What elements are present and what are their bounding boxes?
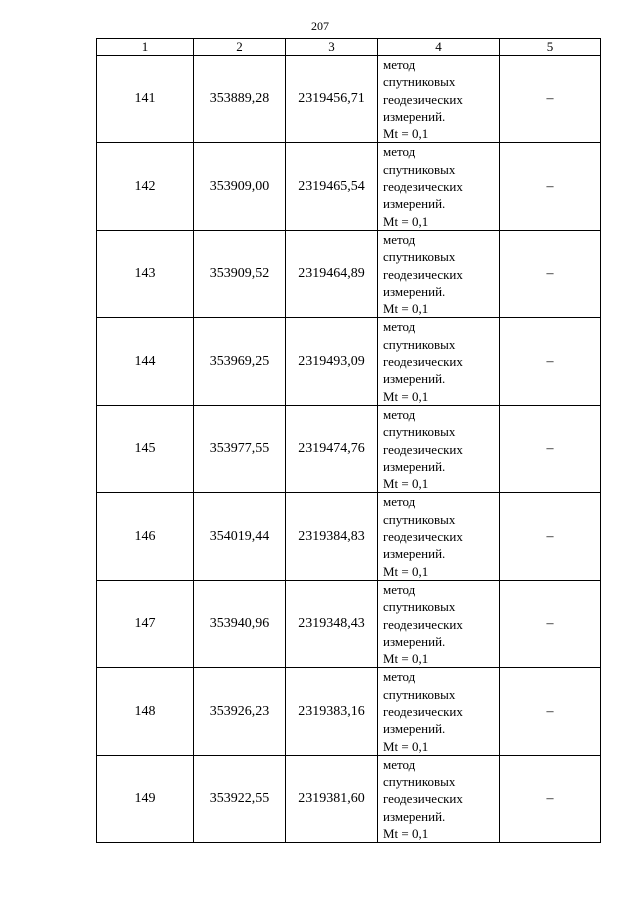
x-coordinate-cell: 353926,23 (194, 668, 286, 755)
y-coordinate-cell: 2319465,54 (286, 143, 378, 230)
column-header-4: 4 (378, 39, 500, 56)
point-number-cell: 149 (97, 755, 194, 842)
method-cell (378, 405, 500, 492)
y-coordinate-cell: 2319456,71 (286, 56, 378, 143)
method-line: измерений. (383, 808, 446, 824)
method-cell (378, 143, 500, 230)
note-cell: – (500, 405, 601, 492)
method-line: спутниковых (383, 424, 456, 440)
method-line: Mt = 0,1 (383, 826, 429, 842)
table-row (97, 405, 601, 492)
method-line: Mt = 0,1 (383, 651, 429, 667)
method-cell (378, 668, 500, 755)
y-coordinate-cell: 2319464,89 (286, 230, 378, 317)
y-coordinate-cell: 2319474,76 (286, 405, 378, 492)
column-header-1: 1 (97, 39, 194, 56)
method-line: Mt = 0,1 (383, 476, 429, 492)
note-cell: – (500, 668, 601, 755)
point-number-cell: 145 (97, 405, 194, 492)
note-cell: – (500, 230, 601, 317)
method-line: спутниковых (383, 249, 456, 265)
table-row (97, 318, 601, 405)
method-line: геодезических (383, 266, 463, 282)
method-line: метод (383, 144, 416, 160)
method-line: спутниковых (383, 74, 456, 90)
note-cell: – (500, 56, 601, 143)
method-line: метод (383, 581, 416, 597)
method-line: метод (383, 319, 416, 335)
method-line: спутниковых (383, 599, 456, 615)
method-line: измерений. (383, 458, 446, 474)
method-line: измерений. (383, 196, 446, 212)
point-number-cell: 141 (97, 56, 194, 143)
table-row (97, 143, 601, 230)
page-number: 207 (311, 19, 329, 33)
y-coordinate-cell: 2319348,43 (286, 580, 378, 667)
table-row (97, 580, 601, 667)
method-line: геодезических (383, 529, 463, 545)
x-coordinate-cell: 353922,55 (194, 755, 286, 842)
x-coordinate-cell: 353940,96 (194, 580, 286, 667)
table-row (97, 56, 601, 143)
method-line: Mt = 0,1 (383, 213, 429, 229)
note-cell: – (500, 318, 601, 405)
method-line: измерений. (383, 108, 446, 124)
y-coordinate-cell: 2319383,16 (286, 668, 378, 755)
method-line: метод (383, 231, 416, 247)
y-coordinate-cell: 2319384,83 (286, 493, 378, 580)
method-line: измерений. (383, 721, 446, 737)
method-line: спутниковых (383, 336, 456, 352)
column-header-2: 2 (194, 39, 286, 56)
method-line: Mt = 0,1 (383, 738, 429, 754)
method-line: геодезических (383, 791, 463, 807)
table-header-row (97, 39, 601, 56)
method-cell (378, 318, 500, 405)
point-number-cell: 147 (97, 580, 194, 667)
method-line: геодезических (383, 354, 463, 370)
table-row (97, 230, 601, 317)
column-header-3: 3 (286, 39, 378, 56)
method-line: спутниковых (383, 511, 456, 527)
method-cell (378, 493, 500, 580)
table-row (97, 493, 601, 580)
method-line: геодезических (383, 179, 463, 195)
point-number-cell: 146 (97, 493, 194, 580)
method-line: измерений. (383, 633, 446, 649)
method-line: измерений. (383, 371, 446, 387)
y-coordinate-cell: 2319381,60 (286, 755, 378, 842)
point-number-cell: 148 (97, 668, 194, 755)
column-header-5: 5 (500, 39, 601, 56)
method-line: метод (383, 494, 416, 510)
table-row (97, 755, 601, 842)
note-cell: – (500, 143, 601, 230)
point-number-cell: 143 (97, 230, 194, 317)
method-line: метод (383, 756, 416, 772)
method-cell (378, 56, 500, 143)
y-coordinate-cell: 2319493,09 (286, 318, 378, 405)
method-line: измерений. (383, 546, 446, 562)
x-coordinate-cell: 353969,25 (194, 318, 286, 405)
method-cell (378, 755, 500, 842)
method-line: метод (383, 57, 416, 72)
x-coordinate-cell: 353909,52 (194, 230, 286, 317)
table-body (97, 56, 601, 843)
point-number-cell: 142 (97, 143, 194, 230)
note-cell: – (500, 755, 601, 842)
coordinates-table (96, 38, 601, 843)
method-line: Mt = 0,1 (383, 301, 429, 317)
x-coordinate-cell: 354019,44 (194, 493, 286, 580)
method-line: Mt = 0,1 (383, 388, 429, 404)
note-cell: – (500, 493, 601, 580)
note-cell: – (500, 580, 601, 667)
method-line: геодезических (383, 441, 463, 457)
method-line: геодезических (383, 616, 463, 632)
method-line: измерений. (383, 283, 446, 299)
method-cell (378, 580, 500, 667)
x-coordinate-cell: 353889,28 (194, 56, 286, 143)
method-line: спутниковых (383, 686, 456, 702)
method-line: геодезических (383, 91, 463, 107)
method-line: Mt = 0,1 (383, 563, 429, 579)
method-line: геодезических (383, 703, 463, 719)
method-line: метод (383, 406, 416, 422)
x-coordinate-cell: 353977,55 (194, 405, 286, 492)
method-line: Mt = 0,1 (383, 126, 429, 142)
method-line: спутниковых (383, 161, 456, 177)
method-line: спутниковых (383, 774, 456, 790)
method-cell (378, 230, 500, 317)
point-number-cell: 144 (97, 318, 194, 405)
table-row (97, 668, 601, 755)
method-line: метод (383, 669, 416, 685)
x-coordinate-cell: 353909,00 (194, 143, 286, 230)
